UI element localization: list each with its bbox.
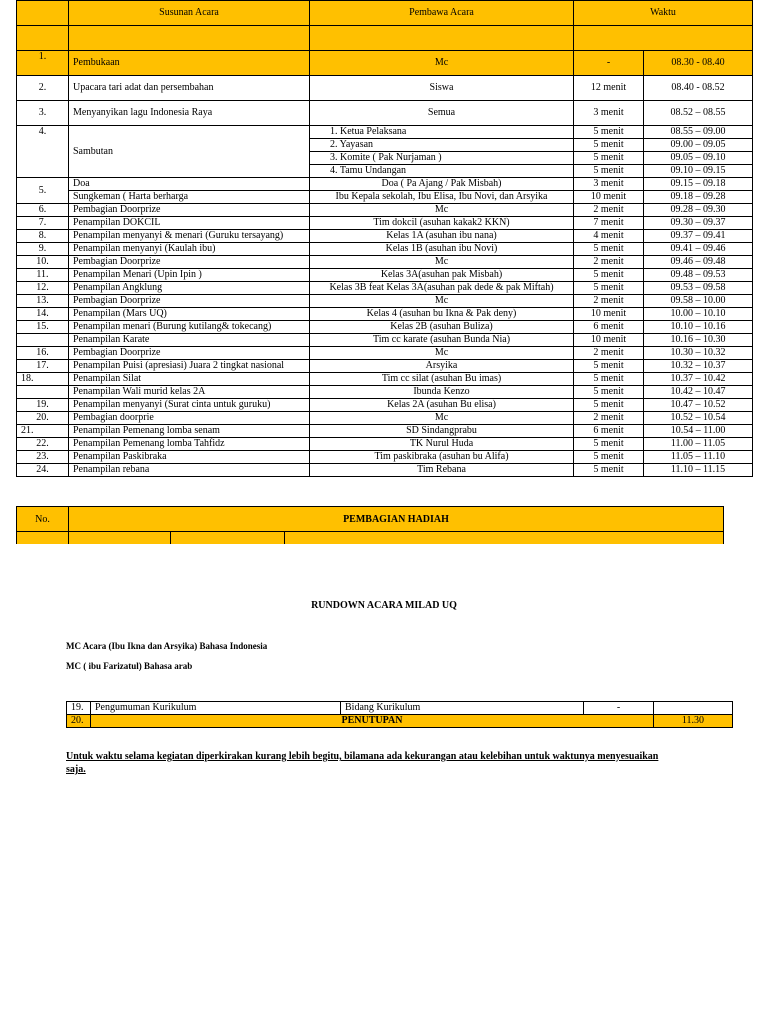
table-row: Penampilan Wali murid kelas 2A Ibunda Kenzo 5 menit 10.42 – 10.47	[17, 386, 753, 399]
schedule-table	[16, 0, 753, 477]
table-row: 20. Pembagian doorprie Mc 2 menit 10.52 – 10.54	[17, 412, 753, 425]
table-row: Sungkeman ( Harta berharga Ibu Kepala sekolah, Ibu Elisa, Ibu Novi, dan Arsyika 10 menit 09.18 – 09.28	[17, 191, 753, 204]
table-row: 10. Pembagian Doorprize Mc 2 menit 09.46 – 09.48	[17, 256, 753, 269]
table-row: 23. Penampilan Paskibraka Tim paskibraka (asuhan bu Alifa) 5 menit 11.05 – 11.10	[17, 451, 753, 464]
hadiah-table	[16, 506, 724, 544]
header-susunan-acara: Susunan Acara	[69, 1, 310, 26]
header-pembawa-acara: Pembawa Acara	[310, 1, 574, 26]
table-row: 8. Penampilan menyanyi & menari (Guruku tersayang) Kelas 1A (asuhan ibu nana) 4 menit 09.37 – 09.41	[17, 230, 753, 243]
table-row: 13. Pembagian Doorprize Mc 2 menit 09.58 – 10.00	[17, 295, 753, 308]
hadiah-section	[16, 506, 736, 544]
hadiah-subheader-row	[17, 532, 724, 545]
table-row: 15. Penampilan menari (Burung kutilang& tokecang) Kelas 2B (asuhan Buliza) 6 menit 10.10 – 10.16	[17, 321, 753, 334]
table-row: 6. Pembagian Doorprize Mc 2 menit 09.28 – 09.30	[17, 204, 753, 217]
table-row: 3. Menyanyikan lagu Indonesia Raya Semua 3 menit 08.52 – 08.55	[17, 101, 753, 126]
table-row: 19. Pengumuman Kurikulum Bidang Kurikulum -	[67, 702, 733, 715]
table-row: 11. Penampilan Menari (Upin Ipin ) Kelas 3A(asuhan pak Misbah) 5 menit 09.48 – 09.53	[17, 269, 753, 282]
table-row: 3. Komite ( Pak Nurjaman ) 5 menit 09.05 – 09.10	[17, 152, 753, 165]
hadiah-header-no: No.	[17, 507, 69, 532]
table-row: 17. Penampilan Puisi (apresiasi) Juara 2 tingkat nasional Arsyika 5 menit 10.32 – 10.37	[17, 360, 753, 373]
header-no	[17, 1, 69, 26]
table-row: 1. Pembukaan Mc - 08.30 - 08.40	[17, 51, 753, 76]
table-row: 4. Sambutan 1. Ketua Pelaksana 5 menit 08.55 – 09.00	[17, 126, 753, 139]
hadiah-header-title: PEMBAGIAN HADIAH	[69, 507, 724, 532]
table-row: 2. Upacara tari adat dan persembahan Siswa 12 menit 08.40 - 08.52	[17, 76, 753, 101]
table-header-blank-row	[17, 26, 753, 51]
table-row: 12. Penampilan Angklung Kelas 3B feat Kelas 3A(asuhan pak dede & pak Miftah) 5 menit 09.53 – 09.58	[17, 282, 753, 295]
table-row: 19. Penampilan menyanyi (Surat cinta untuk guruku) Kelas 2A (asuhan Bu elisa) 5 menit 10.47 – 10.52	[17, 399, 753, 412]
closing-row: 20. PENUTUPAN 11.30	[67, 715, 733, 728]
table-row: 9. Penampilan menyanyi (Kaulah ibu) Kelas 1B (asuhan ibu Novi) 5 menit 09.41 – 09.46	[17, 243, 753, 256]
table-row: Penampilan Karate Tim cc karate (asuhan Bunda Nia) 10 menit 10.16 – 10.30	[17, 334, 753, 347]
mc-arab-line: MC ( ibu Farizatul) Bahasa arab	[66, 661, 193, 671]
header-waktu: Waktu	[574, 1, 753, 26]
timing-note: Untuk waktu selama kegiatan diperkirakan kurang lebih begitu, bilamana ada kekurangan atau kelebihan untuk waktunya menyesuaikan saja.	[66, 751, 659, 775]
table-row: 2. Yayasan 5 menit 09.00 – 09.05	[17, 139, 753, 152]
table-row: 21. Penampilan Pemenang lomba senam SD Sindangprabu 6 menit 10.54 – 11.00	[17, 425, 753, 438]
closing-table	[66, 701, 733, 728]
table-row: 18. Penampilan Silat Tim cc silat (asuhan Bu imas) 5 menit 10.37 – 10.42	[17, 373, 753, 386]
table-header-row	[17, 1, 753, 26]
hadiah-header-row	[17, 507, 724, 532]
mc-indonesia-line: MC Acara (Ibu Ikna dan Arsyika) Bahasa Indonesia	[66, 641, 268, 651]
table-row: 14. Penampilan (Mars UQ) Kelas 4 (asuhan bu Ikna & Pak deny) 10 menit 10.00 – 10.10	[17, 308, 753, 321]
table-row: 7. Penampilan DOKCIL Tim dokcil (asuhan kakak2 KKN) 7 menit 09.30 – 09.37	[17, 217, 753, 230]
table-row: 16. Pembagian Doorprize Mc 2 menit 10.30 – 10.32	[17, 347, 753, 360]
table-row: 4. Tamu Undangan 5 menit 09.10 – 09.15	[17, 165, 753, 178]
table-row: 22. Penampilan Pemenang lomba Tahfidz TK Nurul Huda 5 menit 11.00 – 11.05	[17, 438, 753, 451]
table-row: 24. Penampilan rebana Tim Rebana 5 menit 11.10 – 11.15	[17, 464, 753, 477]
table-row: 5. Doa Doa ( Pa Ajang / Pak Misbah) 3 menit 09.15 – 09.18	[17, 178, 753, 191]
page-title: RUNDOWN ACARA MILAD UQ	[311, 600, 457, 611]
penutupan-label: PENUTUPAN	[91, 715, 654, 728]
